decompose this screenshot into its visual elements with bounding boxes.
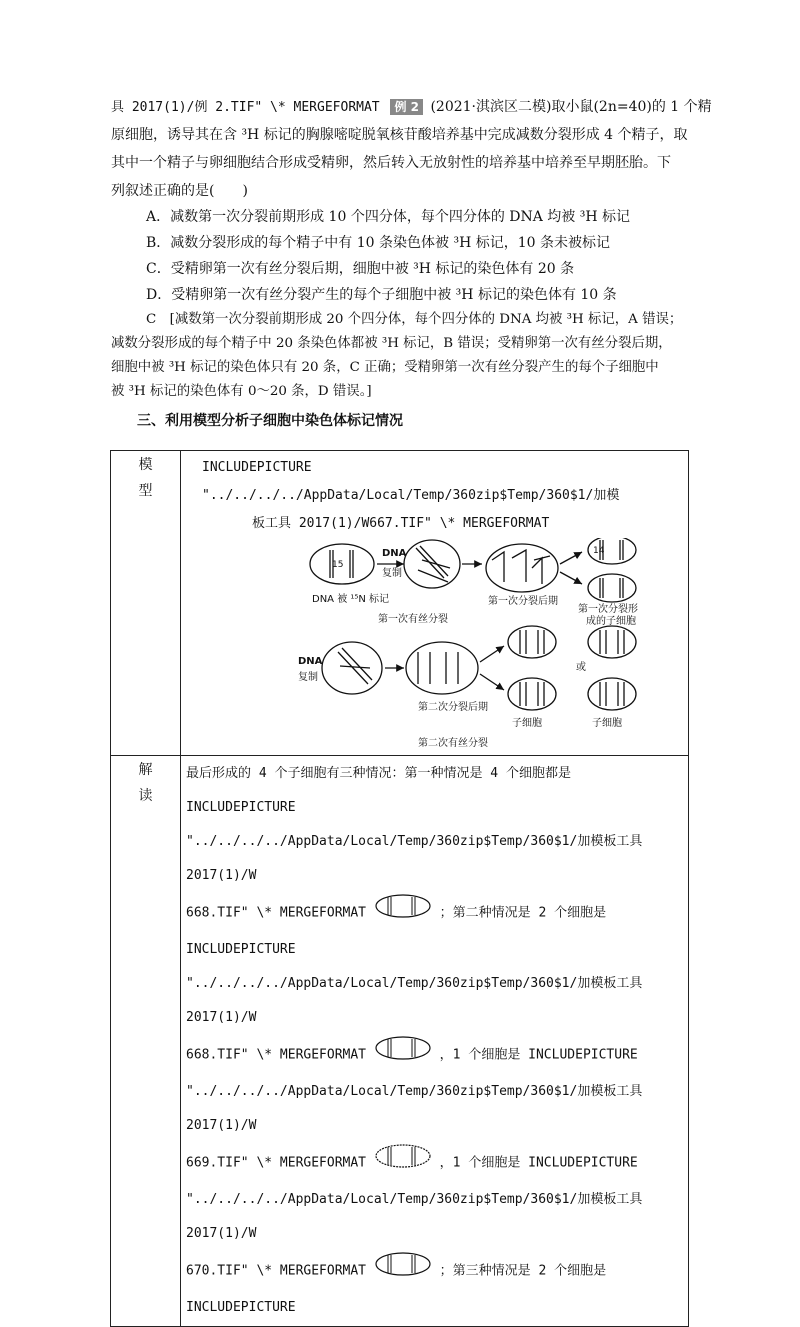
- cell-icon-15-14-14-14: [374, 1035, 432, 1075]
- answer-line-2: 减数分裂形成的每个精子中 20 条染色体都被 ³H 标记，B 错误；受精卵第一次有丝分裂后期，: [111, 336, 672, 351]
- daughter-label-1a: 第一次分裂形: [578, 604, 638, 615]
- split-arrow-2-top: [480, 646, 504, 662]
- analysis-row: [111, 756, 689, 1327]
- analysis-line-8: "../../../../AppData/Local/Temp/360zip$Temp/360$1/加模板工具 2017(1)/W: [186, 1192, 643, 1241]
- anaphase-cell-1: [486, 544, 558, 592]
- model-table: [110, 450, 689, 1327]
- analysis-line-6: "../../../../AppData/Local/Temp/360zip$Temp/360$1/加模板工具 2017(1)/W: [186, 1084, 643, 1133]
- question-line-3: 其中一个精子与卵细胞结合形成受精卵，然后转入无放射性的培养基中培养至早期胚胎。下: [111, 155, 671, 171]
- analysis-line-5: [186, 1035, 683, 1075]
- daughter-cell-2a: [508, 626, 556, 658]
- field-code-text: 670.TIF" \* MERGEFORMAT: [186, 1263, 374, 1279]
- answer-line-4: 被 ³H 标记的染色体有 0～20 条，D 错误。]: [111, 384, 372, 399]
- mitosis-diagram: [182, 538, 687, 754]
- analysis-line-3: [186, 893, 683, 967]
- option-d: D．受精卵第一次有丝分裂产生的每个子细胞中被 ³H 标记的染色体有 10 条: [146, 287, 617, 303]
- analysis-content: [181, 756, 689, 1327]
- chrom-label-14: 14: [593, 546, 605, 556]
- question-source: (2021·淇滨区二模)取小鼠(2n=40)的 1 个精: [426, 99, 712, 115]
- option-c: C．受精卵第一次有丝分裂后期，细胞中被 ³H 标记的染色体有 20 条: [146, 261, 575, 277]
- analysis-text-segment: ，1 个细胞是 INCLUDEPICTURE: [439, 1155, 638, 1171]
- model-row-label: [111, 451, 181, 756]
- analysis-line-7: [186, 1143, 683, 1183]
- second-mitosis-label: 第二次有丝分裂: [418, 738, 488, 749]
- question-line-2: 原细胞，诱导其在含 ³H 标记的胸腺嘧啶脱氧核苷酸培养基中完成减数分裂形成 4 个精子，取: [111, 127, 688, 143]
- second-cell: [322, 642, 382, 694]
- analysis-row-label: [111, 756, 181, 1327]
- analysis-text-segment: ；第二种情况是 2 个细胞是 INCLUDEPICTURE: [186, 905, 607, 957]
- model-path-2: 板工具 2017(1)/W667.TIF" \* MERGEFORMAT: [252, 516, 550, 531]
- model-path-1: INCLUDEPICTURE "../../../../AppData/Local/Temp/360zip$Temp/360$1/加模: [202, 460, 620, 503]
- answer-line-1: C [减数第一次分裂前期形成 20 个四分体，每个四分体的 DNA 均被 ³H 标记，A 错误；: [146, 312, 683, 327]
- option-a: A．减数第一次分裂前期形成 10 个四分体，每个四分体的 DNA 均被 ³H 标记: [146, 209, 631, 225]
- copy-label-1: 复制: [382, 568, 402, 579]
- analysis-text: [182, 757, 687, 1325]
- model-content: [181, 451, 689, 756]
- cell-icon-15-14-15-14: [374, 1143, 432, 1183]
- daughter-cell-3b: [588, 678, 636, 710]
- split-arrow-top: [560, 552, 582, 564]
- analysis-line-4: "../../../../AppData/Local/Temp/360zip$Temp/360$1/加模板工具 2017(1)/W: [186, 976, 643, 1025]
- daughter-label-1b: 成的子细胞: [586, 616, 636, 627]
- first-mitosis-label: 第一次有丝分裂: [378, 614, 448, 625]
- question-line-1: [111, 96, 712, 116]
- dna-label-1: DNA: [382, 548, 407, 559]
- answer-line-3: 细胞中被 ³H 标记的染色体只有 20 条，C 正确；受精卵第一次有丝分裂产生的每个子细胞中: [111, 360, 659, 375]
- analysis-line-9: [186, 1251, 683, 1325]
- dna-label-2: DNA: [298, 656, 323, 667]
- or-label: 或: [576, 662, 586, 673]
- daughter-label-3: 子细胞: [592, 718, 622, 729]
- daughter-cell-3a: [588, 626, 636, 658]
- model-field-code: [182, 452, 687, 538]
- model-label: 模 型: [138, 457, 153, 499]
- daughter-cell-1b: [588, 574, 636, 602]
- analysis-text-segment: ；第三种情况是 2 个细胞是 INCLUDEPICTURE: [186, 1263, 607, 1315]
- split-arrow-2-bottom: [480, 674, 504, 690]
- field-code-text: 668.TIF" \* MERGEFORMAT: [186, 1047, 374, 1063]
- field-code-text: 具 2017(1)/例 2.TIF" \* MERGEFORMAT: [111, 100, 388, 115]
- copy-label-2: 复制: [298, 672, 318, 683]
- question-line-4: 列叙述正确的是( ): [111, 183, 248, 199]
- cell-icon-15-14-14-14: [374, 893, 432, 933]
- marked-label: DNA 被 ¹⁵N 标记: [312, 594, 390, 605]
- field-code-text: 668.TIF" \* MERGEFORMAT: [186, 905, 374, 921]
- replicated-cell: [404, 540, 460, 588]
- stage2-label: 第二次分裂后期: [418, 702, 488, 713]
- cell-icon-14-14-14-14: [374, 1251, 432, 1291]
- anaphase-cell-2: [406, 642, 478, 694]
- daughter-cell-2b: [508, 678, 556, 710]
- chrom-label-15: 15: [332, 560, 344, 570]
- model-row: [111, 451, 689, 756]
- analysis-text-segment: ，1 个细胞是 INCLUDEPICTURE: [439, 1047, 638, 1063]
- daughter-label-2: 子细胞: [512, 718, 542, 729]
- analysis-line-1: 最后形成的 4 个子细胞有三种情况：第一种情况是 4 个细胞都是 INCLUDEPICTURE: [186, 766, 571, 815]
- stage1-label: 第一次分裂后期: [488, 596, 558, 607]
- example-badge: 例 2: [390, 99, 423, 115]
- section-heading: 三、利用模型分析子细胞中染色体标记情况: [137, 413, 403, 429]
- split-arrow-bottom: [560, 572, 582, 584]
- option-b: B．减数分裂形成的每个精子中有 10 条染色体被 ³H 标记，10 条未被标记: [146, 235, 610, 251]
- field-code-text: 669.TIF" \* MERGEFORMAT: [186, 1155, 374, 1171]
- analysis-line-2: "../../../../AppData/Local/Temp/360zip$Temp/360$1/加模板工具 2017(1)/W: [186, 834, 643, 883]
- analysis-label: 解 读: [138, 762, 153, 804]
